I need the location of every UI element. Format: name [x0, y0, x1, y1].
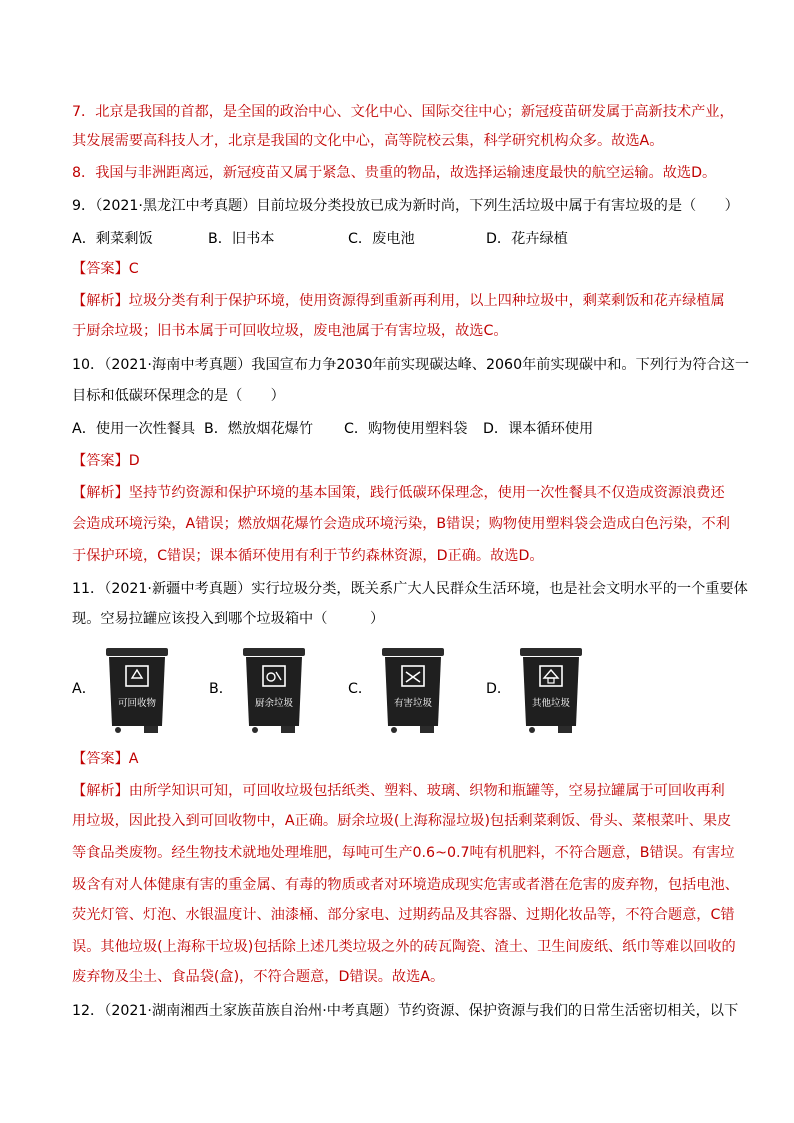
q10-analysis-2: 会造成环境污染，A错误；燃放烟花爆竹会造成环境污染，B错误；购物使用塑料袋会造成白色污染，不利: [72, 516, 730, 532]
q11-analysis-6: 误。其他垃圾(上海称干垃圾)包括除上述几类垃圾之外的砖瓦陶瓷、渣土、卫生间废纸、纸巾等难以回收的: [72, 939, 736, 955]
analysis-text: 坚持节约资源和保护环境的基本国策，践行低碳环保理念，使用一次性餐具不仅造成资源浪费还: [128, 485, 725, 501]
q7-line-2: 其发展需要高科技人才，北京是我国的文化中心，高等院校云集，科学研究机构众多。故选A。: [72, 133, 664, 149]
q9-analysis-2: 于厨余垃圾；旧书本属于可回收垃圾，废电池属于有害垃圾，故选C。: [72, 323, 508, 339]
hazardous-waste-bin-icon: [380, 646, 446, 734]
answer-value: A: [128, 751, 139, 767]
q11-analysis-2: 用垃圾，因此投入到可回收物中，A正确。厨余垃圾(上海称湿垃圾)包括剩菜剩饭、骨头、菜根菜叶、果皮: [72, 813, 732, 829]
q12-stem-1: 12．（2021·湖南湘西土家族苗族自治州·中考真题）节约资源、保护资源与我们的日常生活密切相关，以下: [72, 1003, 739, 1019]
q11-analysis-4: 圾含有对人体健康有害的重金属、有毒的物质或者对环境造成现实危害或者潜在危害的废弃物，包括电池、: [72, 877, 739, 893]
q9-stem: 9．（2021·黑龙江中考真题）目前垃圾分类投放已成为新时尚，下列生活垃圾中属于有害垃圾的是（ ）: [72, 198, 739, 214]
q10-stem-1: 10．（2021·海南中考真题）我国宣布力争2030年前实现碳达峰、2060年前实现碳中和。下列行为符合这一: [72, 357, 750, 373]
bin-label: 可回收物: [117, 698, 157, 709]
other-waste-bin-icon: [518, 646, 584, 734]
q10-option-d: D．课本循环使用: [483, 421, 594, 437]
q7-line-1: 7．北京是我国的首都，是全国的政治中心、文化中心、国际交往中心；新冠疫苗研发属于高新技术产业，: [72, 104, 734, 120]
q11-stem-1: 11．（2021·新疆中考真题）实行垃圾分类，既关系广大人民群众生活环境，也是社会文明水平的一个重要体: [72, 581, 748, 597]
q11-stem-2: 现。空易拉罐应该投入到哪个垃圾箱中（ ）: [72, 611, 385, 627]
answer-value: D: [128, 453, 140, 469]
q10-answer: [72, 450, 140, 472]
bin-label: 其他垃圾: [531, 698, 571, 709]
q11-bin-options: [72, 646, 732, 738]
q11-analysis-1: [72, 780, 725, 802]
q10-analysis-1: [72, 482, 725, 504]
q9-options: [72, 228, 732, 250]
q9-option-d: D．花卉绿植: [486, 231, 568, 247]
q11-analysis-7: 废弃物及尘土、食品袋(盒)，不符合题意，D错误。故选A。: [72, 969, 445, 985]
q9-option-a: A．剩菜剩饭: [72, 231, 153, 247]
bin-label: 厨余垃圾: [254, 698, 294, 709]
q9-answer: [72, 258, 139, 280]
analysis-text: 由所学知识可知，可回收垃圾包括纸类、塑料、玻璃、织物和瓶罐等，空易拉罐属于可回收再利: [128, 783, 725, 799]
analysis-label: 【解析】: [72, 485, 129, 501]
q11-answer: [72, 748, 138, 770]
q10-analysis-3: 于保护环境，C错误；课本循环使用有利于节约森林资源，D正确。故选D。: [72, 548, 544, 564]
q10-options: [72, 418, 732, 440]
option-letter: D．: [486, 681, 512, 697]
q9-option-b: B．旧书本: [208, 231, 275, 247]
analysis-text: 垃圾分类有利于保护环境，使用资源得到重新再利用，以上四种垃圾中，剩菜剩饭和花卉绿植属: [128, 293, 725, 309]
q11-option-b: [209, 646, 339, 738]
q10-option-b: B．燃放烟花爆竹: [204, 421, 314, 437]
answer-label: 【答案】: [72, 751, 129, 767]
analysis-label: 【解析】: [72, 783, 129, 799]
answer-value: C: [128, 261, 139, 277]
bin-label: 有害垃圾: [393, 698, 433, 709]
q9-analysis-1: [72, 290, 725, 312]
option-letter: C．: [348, 681, 373, 697]
q10-option-c: C．购物使用塑料袋: [344, 421, 468, 437]
recycle-bin-icon: [104, 646, 170, 734]
analysis-label: 【解析】: [72, 293, 129, 309]
q10-option-a: A．使用一次性餐具: [72, 421, 196, 437]
q8-line-1: 8．我国与非洲距离远，新冠疫苗又属于紧急、贵重的物品，故选择运输速度最快的航空运输。故选D。: [72, 165, 717, 181]
q11-analysis-3: 等食品类废物。经生物技术就地处理堆肥，每吨可生产0.6~0.7吨有机肥料，不符合题意，B错误。有害垃: [72, 845, 735, 861]
q11-option-d: [486, 646, 616, 738]
q11-option-c: [348, 646, 478, 738]
option-letter: B．: [209, 681, 233, 697]
q9-option-c: C．废电池: [348, 231, 415, 247]
option-letter: A．: [72, 681, 96, 697]
q10-stem-2: 目标和低碳环保理念的是（ ）: [72, 388, 285, 404]
q11-analysis-5: 荧光灯管、灯泡、水银温度计、油漆桶、部分家电、过期药品及其容器、过期化妆品等，不符合题意，C错: [72, 907, 735, 923]
answer-label: 【答案】: [72, 261, 129, 277]
answer-label: 【答案】: [72, 453, 129, 469]
q11-option-a: [72, 646, 202, 738]
kitchen-waste-bin-icon: [241, 646, 307, 734]
